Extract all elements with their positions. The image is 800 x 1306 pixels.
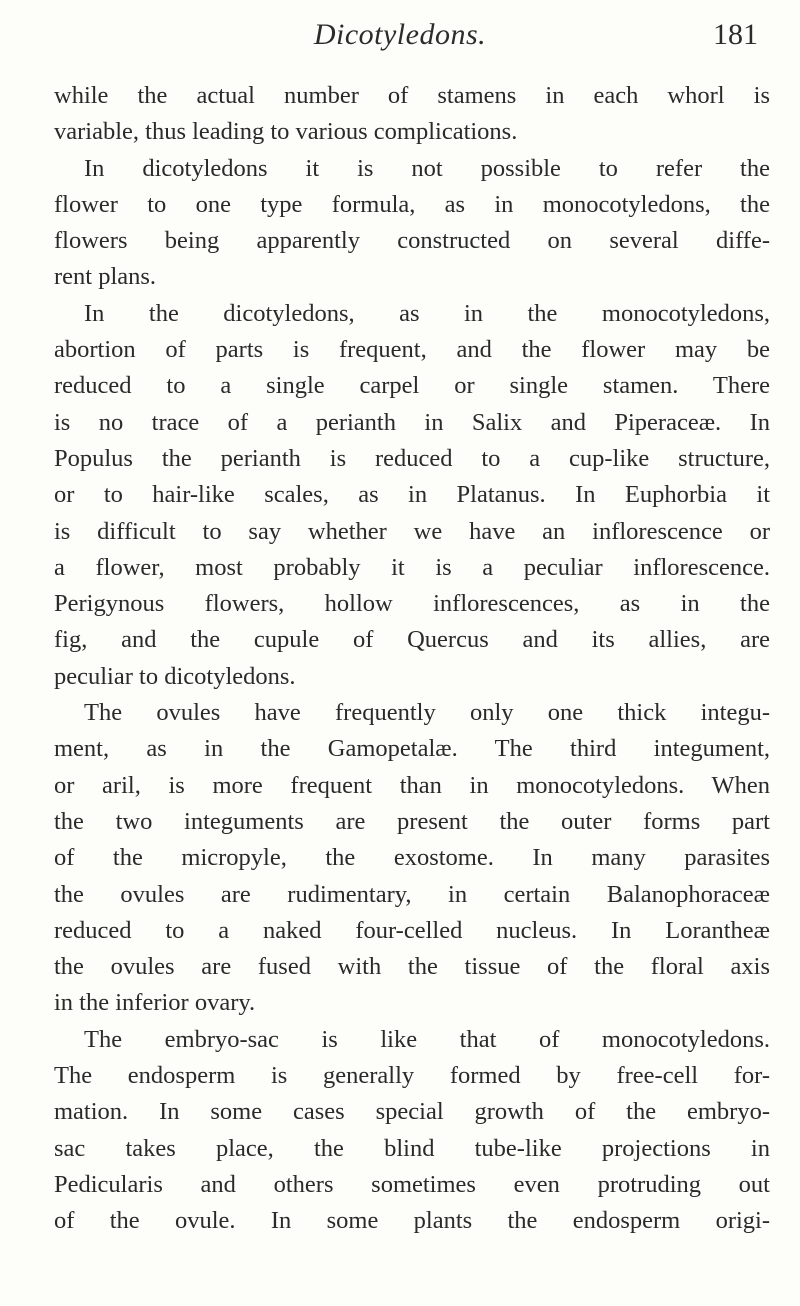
running-title: Dicotyledons. (313, 18, 487, 51)
text-line: the ovules are fused with the tissue of the floral axis (54, 953, 770, 981)
text-line: The ovules have frequently only one thick integu- (84, 699, 770, 727)
text-line: a flower, most probably it is a peculiar inflorescence. (54, 553, 770, 581)
text-line: The endosperm is generally formed by free-cell for- (54, 1062, 770, 1090)
text-line: while the actual number of stamens in each whorl is (54, 82, 770, 109)
text-line: reduced to a single carpel or single stamen. There (54, 372, 770, 400)
text-line: sac takes place, the blind tube-like projections in (54, 1134, 770, 1162)
text-line: In dicotyledons it is not possible to refer the (84, 154, 770, 182)
text-line: flower to one type formula, as in monocotyledons, the (54, 190, 770, 218)
text-line: is difficult to say whether we have an inflorescence or (54, 517, 770, 545)
text-line: fig, and the cupule of Quercus and its allies, are (54, 626, 770, 654)
text-line: in the inferior ovary. (54, 989, 256, 1017)
text-line: Perigynous flowers, hollow inflorescences, as in the (54, 590, 770, 618)
page-header (0, 18, 800, 58)
text-line: The embryo-sac is like that of monocotyledons. (84, 1025, 770, 1053)
page-number: 181 (713, 18, 758, 51)
text-line: of the micropyle, the exostome. In many parasites (54, 844, 770, 872)
text-line: mation. In some cases special growth of the embryo- (54, 1098, 770, 1126)
text-line: abortion of parts is frequent, and the flower may be (54, 336, 770, 364)
text-line: is no trace of a perianth in Salix and Piperaceæ. In (54, 408, 770, 436)
text-line: Populus the perianth is reduced to a cup-like structure, (54, 444, 770, 472)
text-line: or to hair-like scales, as in Platanus. In Euphorbia it (54, 481, 770, 509)
text-line: Pedicularis and others sometimes even protruding out (54, 1170, 770, 1198)
text-line: of the ovule. In some plants the endosperm origi- (54, 1207, 770, 1235)
text-line: In the dicotyledons, as in the monocotyledons, (84, 299, 770, 327)
body-text (54, 78, 770, 1240)
text-line: reduced to a naked four-celled nucleus. In Lorantheæ (54, 916, 770, 944)
text-line: the two integuments are present the outer forms part (54, 807, 770, 835)
text-line: variable, thus leading to various complications. (54, 118, 518, 146)
text-line: peculiar to dicotyledons. (54, 662, 296, 690)
text-line: flowers being apparently constructed on several diffe- (54, 227, 770, 255)
text-line: the ovules are rudimentary, in certain Balanophoraceæ (54, 880, 770, 908)
text-line: ment, as in the Gamopetalæ. The third integument, (54, 735, 770, 763)
text-line: or aril, is more frequent than in monocotyledons. When (54, 771, 770, 799)
text-line: rent plans. (54, 263, 157, 291)
